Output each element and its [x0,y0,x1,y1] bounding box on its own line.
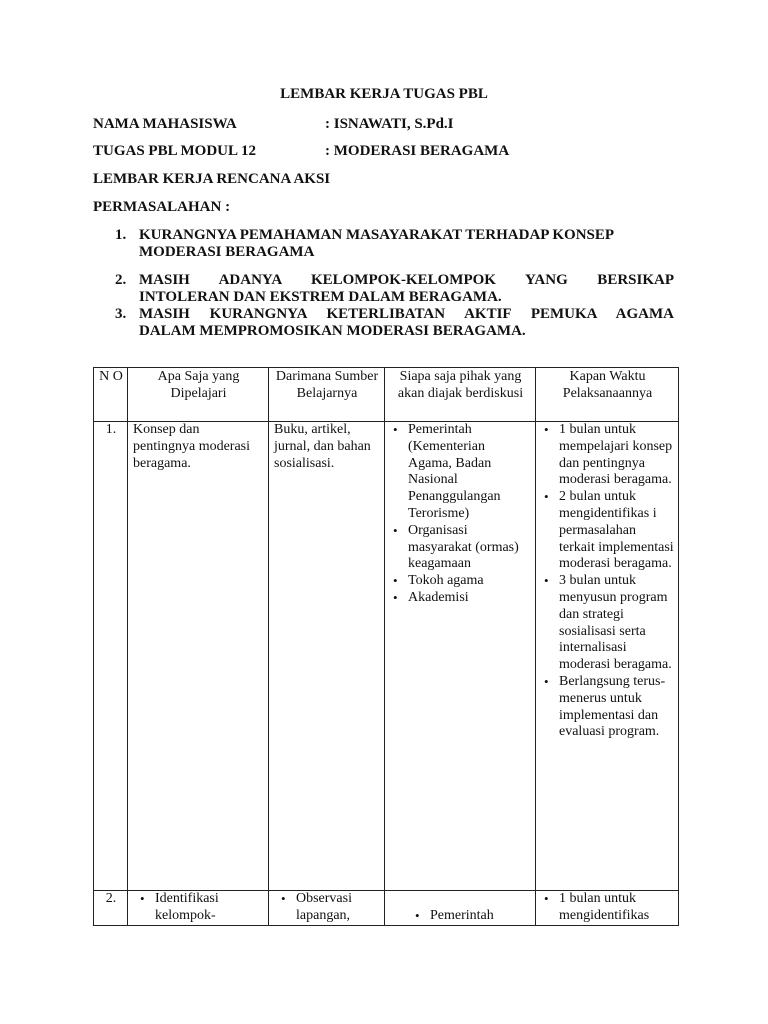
cell-when [536,891,679,926]
module-row [93,143,509,160]
problem-text-line: KURANGNYA PEMAHAMAN MASAYARAKAT TERHADAP KONSEP [139,227,615,243]
action-plan-table [93,367,679,926]
list-item: • 3 bulan untuk menyusun program dan strategi sosialisasi serta internalisasi moderasi beragama. [559,573,674,674]
cell-what [128,891,269,926]
problem-item-1 [115,227,674,261]
problem-text-line: INTOLERAN DAN EKSTREM DALAM BERAGAMA. [139,289,502,305]
header-no: N O [94,368,128,422]
worksheet-heading: LEMBAR KERJA RENCANA AKSI [93,171,331,187]
list-item: • Pemerintah [430,908,531,925]
list-item: • Pemerintah (Kementerian Agama, Badan Nasional Penanggulangan Terorisme) [408,422,531,523]
problem-number: 1. [115,227,127,243]
module-label: TUGAS PBL MODUL 12 [93,143,256,159]
list-item: • Berlangsung terus-menerus untuk implementasi dan evaluasi program. [559,674,674,741]
problems-heading: PERMASALAHAN : [93,199,231,215]
student-name-label: NAMA MAHASISWA [93,116,237,132]
list-item: • Organisasi masyarakat (ormas) keagamaan [408,523,531,573]
list-item: • Identifikasi kelompok- [155,891,264,925]
header-source: Darimana Sumber Belajarnya [269,368,385,422]
cell-who [385,891,536,926]
problem-text-line: MODERASI BERAGAMA [139,244,315,260]
module-value: : MODERASI BERAGAMA [325,143,510,159]
list-item: • Tokoh agama [408,573,531,590]
table-row [94,422,679,891]
table-header-row [94,368,679,422]
list-item: • 1 bulan untuk mempelajari konsep dan pentingnya moderasi beragama. [559,422,674,489]
cell-source [269,891,385,926]
cell-when [536,422,679,891]
document-title: LEMBAR KERJA TUGAS PBL [280,86,488,102]
problem-text-line: MASIH ADANYA KELOMPOK-KELOMPOK YANG BERSIKAP [139,272,674,288]
problem-text-line: DALAM MEMPROMOSIKAN MODERASI BERAGAMA. [139,323,526,339]
problem-item-2 [115,272,674,306]
row-number: 2. [94,891,128,926]
header-when: Kapan Waktu Pelaksanaannya [536,368,679,422]
problem-item-3 [115,306,674,340]
row-number: 1. [94,422,128,891]
student-name-row [93,116,454,133]
header-who: Siapa saja pihak yang akan diajak berdiskusi [385,368,536,422]
list-item: • Akademisi [408,590,531,607]
list-item: • Observasi lapangan, [296,891,380,925]
cell-what: Konsep dan pentingnya moderasi beragama. [128,422,269,891]
cell-source: Buku, artikel, jurnal, dan bahan sosialisasi. [269,422,385,891]
problem-text-line: MASIH KURANGNYA KETERLIBATAN AKTIF PEMUKA AGAMA [139,306,674,322]
problem-number: 3. [115,306,127,322]
list-item: • 1 bulan untuk mengidentifikas [559,891,674,925]
table-row [94,891,679,926]
list-item: • 2 bulan untuk mengidentifikas i permasalahan terkait implementasi moderasi beragama. [559,489,674,573]
header-what: Apa Saja yang Dipelajari [128,368,269,422]
student-name-value: : ISNAWATI, S.Pd.I [325,116,454,132]
problem-number: 2. [115,272,127,288]
cell-who [385,422,536,891]
